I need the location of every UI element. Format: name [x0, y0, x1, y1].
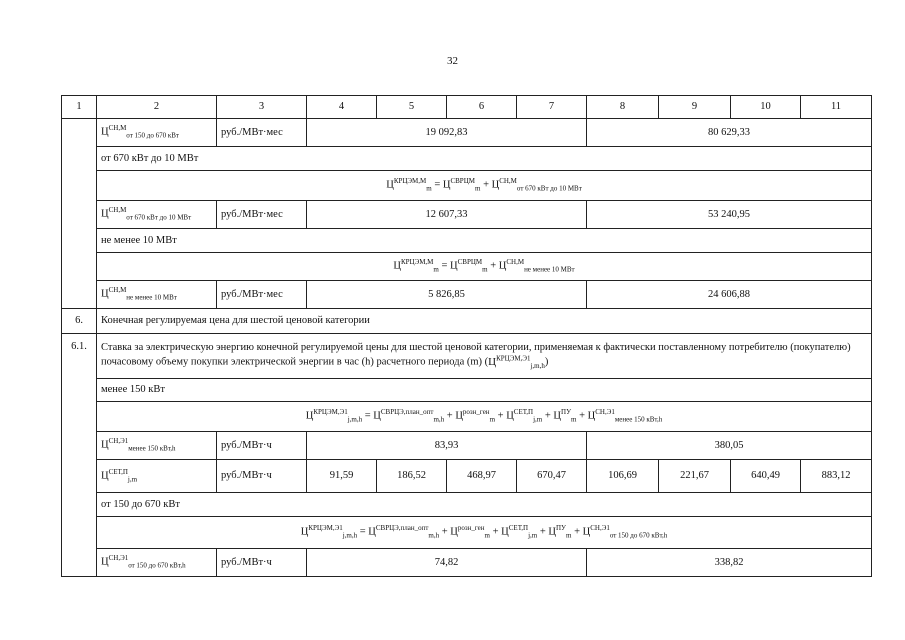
unit-cell: руб./МВт·мес: [217, 119, 307, 147]
subheading: не менее 10 МВт: [97, 229, 872, 253]
unit-cell: руб./МВт·мес: [217, 201, 307, 229]
table-row: [62, 229, 872, 253]
symbol-cell: $Ц^{СЕТ,П}_{j,m}$: [97, 460, 217, 493]
value-cell: 24 606,88: [587, 281, 872, 309]
header-cell: 6: [447, 96, 517, 119]
header-cell: 7: [517, 96, 587, 119]
num-cell: [62, 119, 97, 309]
page-number: 32: [447, 55, 458, 67]
table-row: [62, 147, 872, 171]
value-cell: 19 092,83: [307, 119, 587, 147]
subheading: от 670 кВт до 10 МВт: [97, 147, 872, 171]
table-row: [62, 253, 872, 281]
value-cell: 106,69: [587, 460, 659, 493]
formula-cell: $Ц^{КРЦЭМ,Э1}_{j,m,h} = Ц^{СВРЦЭ,план\_опт}_{m,h} + Ц^{розн\_ген}_m + Ц^{СЕТ,П}_{j,m} + Ц^{ПУ}_m + Ц^{СН,Э1}_{менее 150 кВт,h}$: [97, 402, 872, 432]
unit-cell: руб./МВт·ч: [217, 432, 307, 460]
value-cell: 83,93: [307, 432, 587, 460]
table-row: [62, 460, 872, 493]
value-cell: 338,82: [587, 549, 872, 577]
tariff-table: [61, 95, 872, 577]
formula-cell: $Ц^{КРЦЭМ,М}_m = Ц^{СВРЦМ}_m + Ц^{СН,М}_{не менее 10 МВт}$: [97, 253, 872, 281]
value-cell: 640,49: [731, 460, 801, 493]
table-row: [62, 549, 872, 577]
table-row: [62, 309, 872, 334]
formula-cell: $Ц^{КРЦЭМ,Э1}_{j,m,h} = Ц^{СВРЦЭ,план\_опт}_{m,h} + Ц^{розн\_ген}_m + Ц^{СЕТ,П}_{j,m} + Ц^{ПУ}_m + Ц^{СН,Э1}_{от 150 до 670 кВт,h}$: [97, 517, 872, 549]
formula-cell: $Ц^{КРЦЭМ,М}_m = Ц^{СВРЦМ}_m + Ц^{СН,М}_{от 670 кВт до 10 МВт}$: [97, 171, 872, 201]
header-cell: 2: [97, 96, 217, 119]
header-cell: 11: [801, 96, 872, 119]
header-cell: 5: [377, 96, 447, 119]
table-row: [62, 281, 872, 309]
unit-cell: руб./МВт·ч: [217, 549, 307, 577]
table-row: [62, 201, 872, 229]
value-cell: 186,52: [377, 460, 447, 493]
symbol-cell: $Ц^{СН,М}_{не менее 10 МВт}$: [97, 281, 217, 309]
table-row: [62, 171, 872, 201]
section-title: Конечная регулируемая цена для шестой ценовой категории: [97, 309, 872, 334]
table-row: [62, 119, 872, 147]
value-cell: 670,47: [517, 460, 587, 493]
value-cell: 12 607,33: [307, 201, 587, 229]
symbol-cell: $Ц^{СН,М}_{от 670 кВт до 10 МВт}$: [97, 201, 217, 229]
header-cell: 9: [659, 96, 731, 119]
table-row: [62, 379, 872, 402]
header-cell: 4: [307, 96, 377, 119]
header-row: [62, 96, 872, 119]
table-row: [62, 432, 872, 460]
value-cell: 74,82: [307, 549, 587, 577]
value-cell: 380,05: [587, 432, 872, 460]
value-cell: 53 240,95: [587, 201, 872, 229]
unit-cell: руб./МВт·ч: [217, 460, 307, 493]
header-cell: 1: [62, 96, 97, 119]
section-description: Ставка за электрическую энергию конечной регулируемой цены для шестой ценовой категории, применяемая к фактически поставленному потребителю (покупателю) почасовому объему покупки электрической энергии в час (h) расчетного периода (m) $(Ц^{КРЦЭМ,Э1}_{j,m,h})$: [97, 334, 872, 379]
value-cell: 221,67: [659, 460, 731, 493]
header-cell: 10: [731, 96, 801, 119]
value-cell: 5 826,85: [307, 281, 587, 309]
table-row: [62, 334, 872, 379]
table-row: [62, 493, 872, 517]
subheading: менее 150 кВт: [97, 379, 872, 402]
value-cell: 468,97: [447, 460, 517, 493]
header-cell: 8: [587, 96, 659, 119]
value-cell: 883,12: [801, 460, 872, 493]
section-number: 6.1.: [62, 334, 97, 577]
symbol-cell: $Ц^{СН,Э1}_{менее 150 кВт,h}$: [97, 432, 217, 460]
section-number: 6.: [62, 309, 97, 334]
table-row: [62, 402, 872, 432]
value-cell: 80 629,33: [587, 119, 872, 147]
value-cell: 91,59: [307, 460, 377, 493]
header-cell: 3: [217, 96, 307, 119]
symbol-cell: $Ц^{СН,Э1}_{от 150 до 670 кВт,h}$: [97, 549, 217, 577]
symbol-cell: $Ц^{СН,М}_{от 150 до 670 кВт}$: [97, 119, 217, 147]
subheading: от 150 до 670 кВт: [97, 493, 872, 517]
unit-cell: руб./МВт·мес: [217, 281, 307, 309]
table-row: [62, 517, 872, 549]
